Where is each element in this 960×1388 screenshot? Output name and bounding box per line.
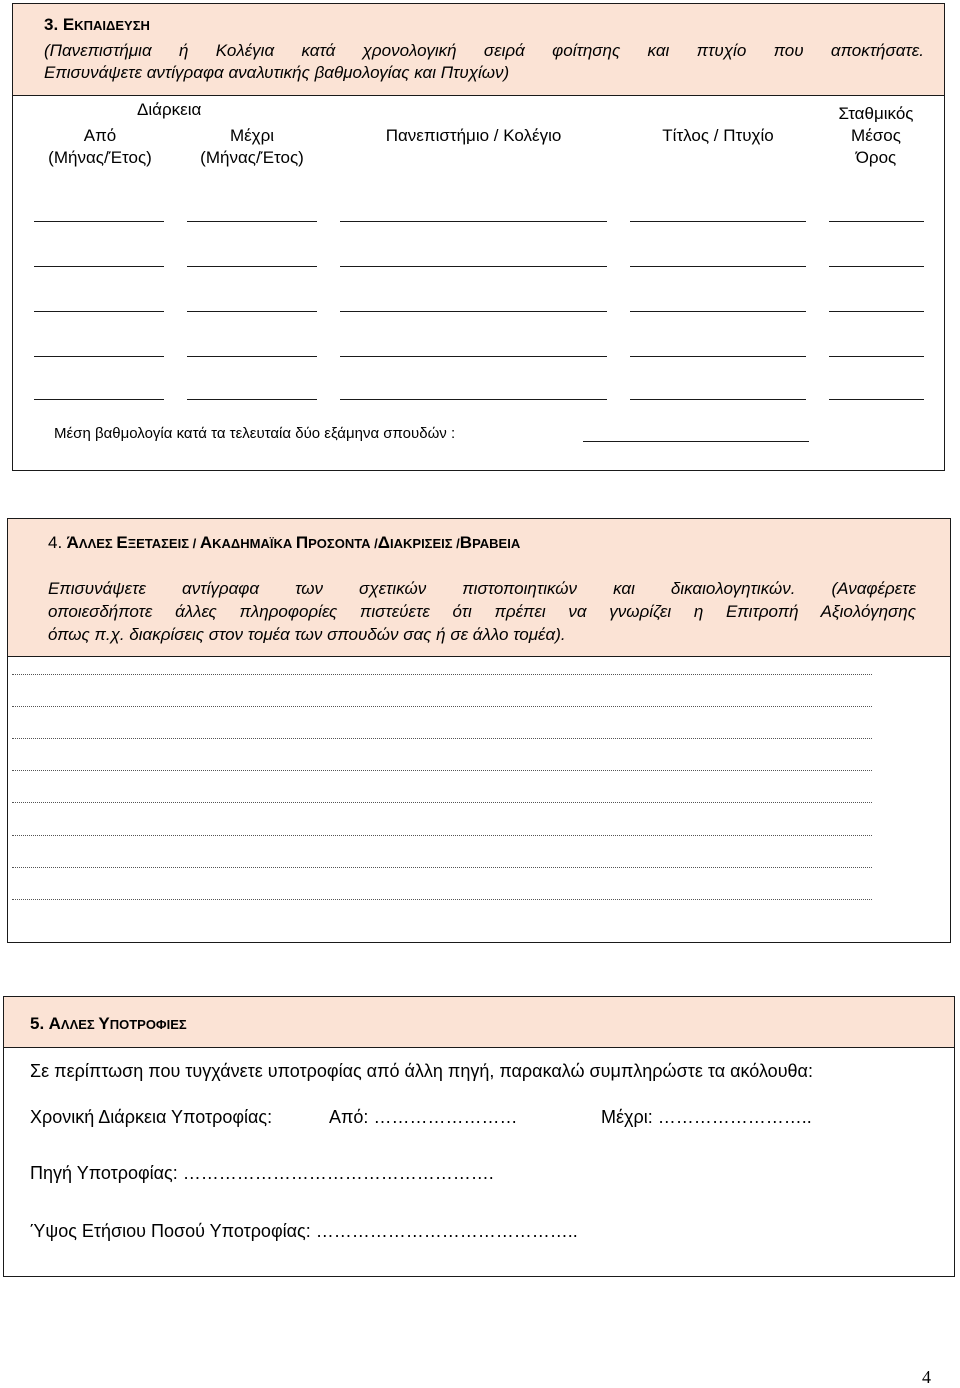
col-degree-heading: Τίτλος / Πτυχίο [662,126,774,145]
gpa-field[interactable] [829,311,924,312]
scholarship-source-row [30,1163,494,1184]
degree-field[interactable] [630,356,806,357]
amount-label: Ύψος Ετήσιου Ποσού Υποτροφίας: [30,1221,311,1241]
to-date-field[interactable] [187,399,317,400]
notes-line[interactable] [12,738,872,739]
source-label: Πηγή Υποτροφίας: [30,1163,178,1183]
notes-line[interactable] [12,867,872,868]
scholarship-duration-label: Χρονική Διάρκεια Υποτροφίας: [30,1107,273,1127]
from-date-field[interactable] [34,311,164,312]
notes-line[interactable] [12,899,872,900]
amount-field[interactable]: …………………………………….. [315,1221,578,1241]
scholarship-from [329,1107,517,1128]
gpa-field[interactable] [829,356,924,357]
gpa-field[interactable] [829,266,924,267]
average-grade-field[interactable] [583,441,809,442]
scholarship-amount-row [30,1221,578,1242]
col-from-heading: Από (Μήνας/Έτος) [48,126,152,167]
average-grade-label: Μέση βαθμολογία κατά τα τελευταία δύο εξάμηνα σπουδών : [54,425,456,442]
from-date-field[interactable] [34,399,164,400]
from-label: Από: [329,1107,369,1127]
to-date-field[interactable] [187,266,317,267]
to-date-field[interactable] [187,311,317,312]
degree-field[interactable] [630,266,806,267]
col-gpa-heading: Σταθμικός Μέσος Όρος [838,104,914,167]
from-date-field[interactable] [34,356,164,357]
col-to-heading: Μέχρι (Μήνας/Έτος) [200,126,304,167]
degree-field[interactable] [630,221,806,222]
gpa-field[interactable] [829,399,924,400]
section-4-intro-line-2: οποιεσδήποτε άλλες πληροφορίες πιστεύετε ότι πρέπει να γνωρίζει η Επιτροπή Αξιολόγησης [48,602,916,621]
source-field[interactable]: ……………………………………………. [182,1163,494,1183]
university-field[interactable] [340,266,607,267]
from-date-field[interactable] [34,266,164,267]
to-field[interactable]: …………………….. [657,1107,812,1127]
degree-field[interactable] [630,311,806,312]
to-label: Μέχρι: [601,1107,653,1127]
section-4-intro-line-1: Επισυνάψετε αντίγραφα των σχετικών πιστοποιητικών και δικαιολογητικών. (Αναφέρετε [48,579,916,598]
notes-line[interactable] [12,835,872,836]
section-3-intro-line-1: (Πανεπιστήμια ή Κολέγια κατά χρονολογική σειρά φοίτησης και πτυχίο που αποκτήσατε. [44,41,924,60]
page-number: 4 [922,1367,931,1387]
university-field[interactable] [340,356,607,357]
degree-field[interactable] [630,399,806,400]
notes-line[interactable] [12,706,872,707]
section-4-intro-line-3: όπως π.χ. διακρίσεις στον τομέα των σπουδών σας ή σε άλλο τομέα). [48,625,566,644]
scholarship-to [601,1107,812,1128]
notes-line[interactable] [12,802,872,803]
gpa-field[interactable] [829,221,924,222]
to-date-field[interactable] [187,356,317,357]
notes-line[interactable] [12,674,872,675]
section-5-title: 5. ΑΛΛΕΣ ΥΠΟΤΡΟΦΙΕΣ [30,1014,187,1033]
section-3-title: 3. ΕΚΠΑΙΔΕΥΣΗ [44,15,150,34]
duration-heading: Διάρκεια [137,100,202,119]
scholarship-duration-row [30,1107,272,1128]
from-date-field[interactable] [34,221,164,222]
notes-line[interactable] [12,770,872,771]
section-4-title: 4. ΆΛΛΕΣ ΕΞΕΤΑΣΕΙΣ / ΑΚΑΔΗΜΑΪΚΑ ΠΡΟΣΟΝΤΑ /ΔΙΑΚΡΙΣΕΙΣ /ΒΡΑΒΕΙΑ [48,533,521,552]
section-5-intro: Σε περίπτωση που τυγχάνετε υποτροφίας από άλλη πηγή, παρακαλώ συμπληρώστε τα ακόλουθα: [30,1061,813,1081]
from-field[interactable]: …………………… [373,1107,518,1127]
university-field[interactable] [340,311,607,312]
section-3-intro-line-2: Επισυνάψετε αντίγραφα αναλυτικής βαθμολογίας και Πτυχίων) [44,63,510,82]
university-field[interactable] [340,221,607,222]
col-university-heading: Πανεπιστήμιο / Κολέγιο [385,126,562,145]
university-field[interactable] [340,399,607,400]
to-date-field[interactable] [187,221,317,222]
